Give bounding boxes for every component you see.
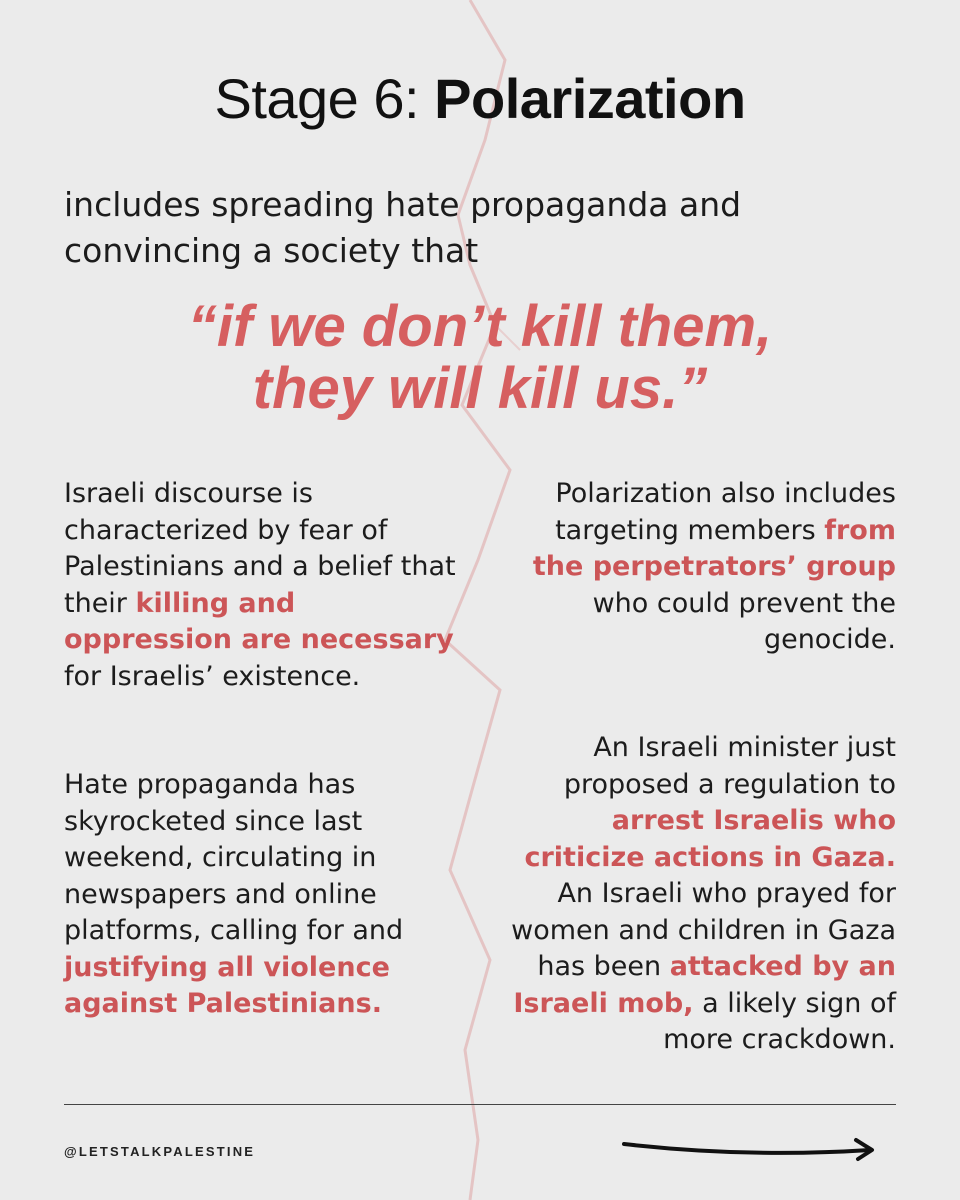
title-prefix: Stage 6: <box>214 67 435 130</box>
right-p1-text-2: who could prevent the genocide. <box>592 587 896 655</box>
left-p2-text-1: Hate propaganda has skyrocketed since last weekend, circulating in newspapers and online platforms, calling for and <box>64 769 404 946</box>
intro-line-2: convincing a society that <box>64 231 479 270</box>
footer-divider <box>64 1104 896 1105</box>
left-p1-highlight: killing and oppression are necessary <box>64 587 454 655</box>
left-p1-text-2: for Israelis’ existence. <box>64 660 361 692</box>
left-p2-highlight: justifying all violence against Palestinians. <box>64 951 390 1019</box>
left-paragraph-1 <box>64 476 464 695</box>
intro-text <box>64 182 824 274</box>
highlight-quote <box>0 296 960 420</box>
right-paragraph-2 <box>496 730 896 1059</box>
right-paragraph-1 <box>496 476 896 659</box>
intro-line-1: includes spreading hate propaganda and <box>64 185 742 224</box>
right-p1-highlight: from the perpetrators’ group <box>532 514 896 582</box>
account-handle: @LETSTALKPALESTINE <box>64 1144 256 1159</box>
right-p1-text-1: Polarization also includes targeting members <box>555 478 896 546</box>
page-title <box>0 66 960 131</box>
title-bold: Polarization <box>434 67 746 130</box>
left-paragraph-2 <box>64 767 464 1023</box>
next-arrow-icon[interactable] <box>618 1128 884 1168</box>
right-p2-text-3: a likely sign of more crackdown. <box>663 987 896 1055</box>
quote-line-2: they will kill us.” <box>252 356 708 421</box>
right-p2-highlight-2: attacked by an Israeli mob, <box>513 951 896 1019</box>
right-p2-text-1: An Israeli minister just proposed a regulation to <box>563 732 896 800</box>
right-p2-highlight-1: arrest Israelis who criticize actions in Gaza. <box>524 805 896 873</box>
right-p2-text-2: An Israeli who prayed for women and children in Gaza has been <box>511 878 896 982</box>
quote-line-1: “if we don’t kill them, <box>187 294 773 359</box>
left-p1-text-1: Israeli discourse is characterized by fear of Palestinians and a belief that their <box>64 478 456 619</box>
